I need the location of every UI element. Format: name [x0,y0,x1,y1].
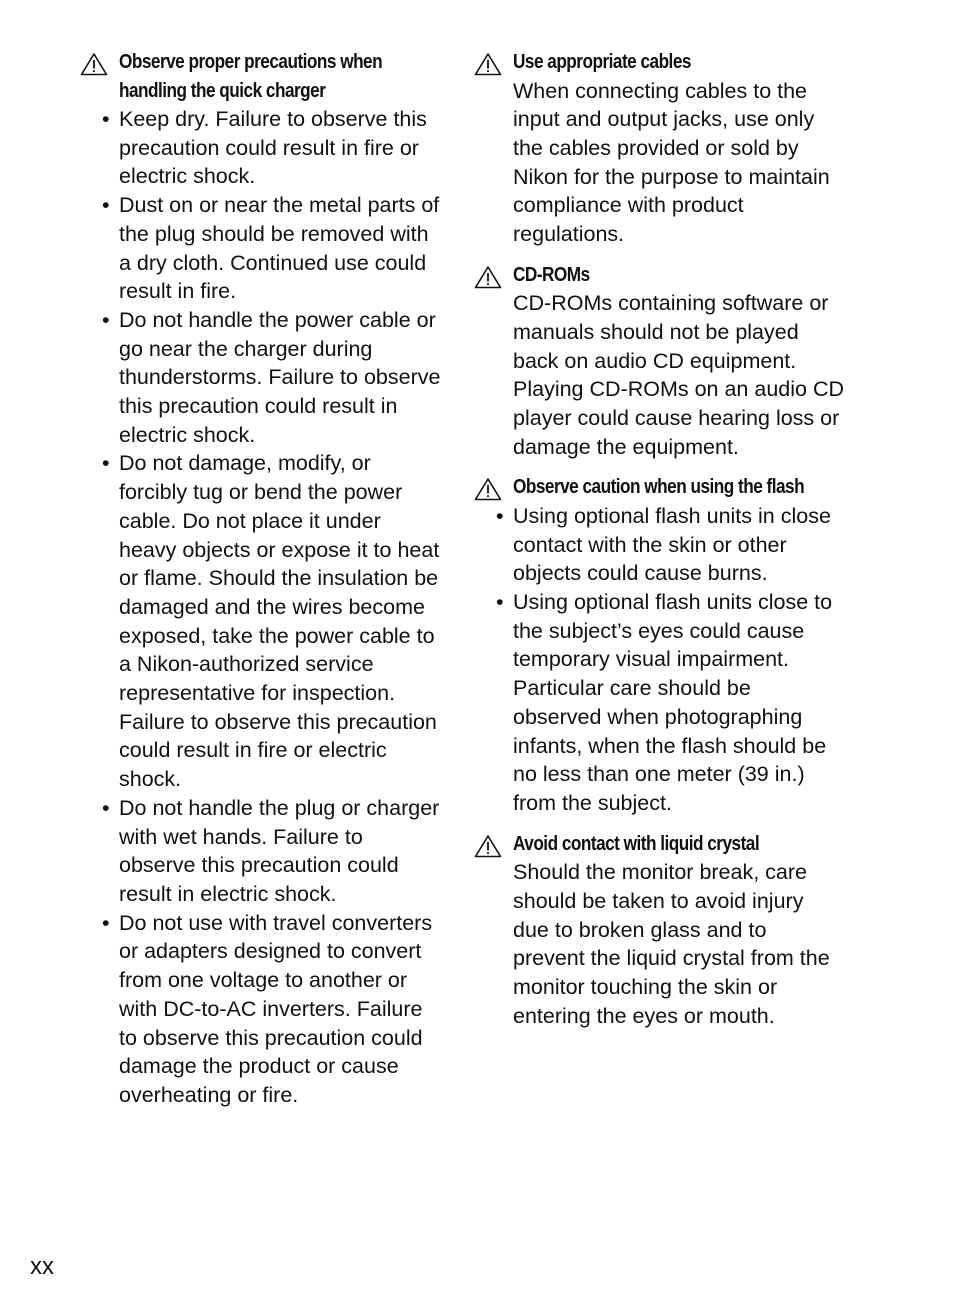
bullet: • [496,503,504,528]
flash-list [474,502,854,818]
quick-charger-heading [119,48,460,105]
list-item [102,306,460,450]
heading-line: Use appropriate cables [513,51,691,73]
cdroms-heading [513,261,854,290]
liquid-crystal-heading [513,830,854,859]
list-item-text: Keep dry. Failure to observe this precaution could result in fire or electric shock. [119,107,427,189]
list-item [496,588,854,818]
list-item [102,794,460,909]
heading-line: handling the quick charger [119,79,326,102]
heading-line: Observe proper precautions when [119,51,383,73]
list-item-text: Do not handle the power cable or go near the charger during thunderstorms. Failure to observe this precaution could result in electric shock. [119,307,441,447]
warning-triangle-icon [80,52,108,76]
heading-line: Avoid contact with liquid crystal [513,832,760,855]
list-item-text: Do not damage, modify, or forcibly tug or bend the power cable. Do not place it under heavy objects or expose it to heat or flame. Should the insulation be damaged and the wires become exposed, take the power cable to a Nikon-authorized service representative for inspection. Failure to observe this precaution could result in fire or electric shock. [119,451,440,792]
liquid-crystal-body: Should the monitor break, care should be taken to avoid injury due to broken glass and to prevent the liquid crystal from the monitor touching the skin or entering the eyes or mouth. [513,860,830,1028]
list-item-text: Do not handle the plug or charger with wet hands. Failure to observe this precaution could result in electric shock. [119,795,440,906]
quick-charger-section [80,48,460,1110]
warning-triangle-icon [474,477,502,501]
warning-triangle-icon [474,834,502,858]
cables-heading [513,48,854,77]
list-item [102,191,460,306]
bullet: • [102,910,110,935]
heading-line: CD-ROMs [513,263,590,286]
list-item-text: Using optional flash units in close contact with the skin or other objects could cause burns. [513,503,831,586]
list-item [496,502,854,588]
flash-heading [513,473,854,502]
cdroms-body: CD-ROMs containing software or manuals should not be played back on audio CD equipment. Playing CD-ROMs on an audio CD player could cause hearing loss or damage the equipment. [513,291,844,459]
left-column [80,48,460,1110]
bullet: • [102,795,110,820]
cables-section [474,48,854,249]
bullet: • [102,307,110,332]
list-item-text: Do not use with travel converters or adapters designed to convert from one voltage to another or with DC-to-AC inverters. Failure to observe this precaution could damage the product or cause overheating or fire. [119,910,433,1107]
list-item-text: Dust on or near the metal parts of the plug should be removed with a dry cloth. Continued use could result in fire. [119,193,440,304]
list-item [102,449,460,793]
bullet: • [496,590,504,615]
liquid-crystal-section [474,830,854,1031]
right-column [474,48,854,1042]
cables-body: When connecting cables to the input and output jacks, use only the cables provided or sold by Nikon for the purpose to maintain compliance with product regulations. [513,78,830,247]
page-number: xx [30,1253,54,1280]
flash-section [474,473,854,817]
bullet: • [102,451,110,476]
list-item-text: Using optional flash units close to the subject’s eyes could cause temporary visual impairment. Particular care should be observed when photographing infants, when the flash should be no less than one meter (39 in.) from the subject. [513,590,833,815]
bullet: • [102,107,110,131]
list-item [102,909,460,1110]
warning-triangle-icon [474,265,502,289]
warning-triangle-icon [474,52,502,76]
quick-charger-list [80,105,460,1110]
list-item [102,105,460,191]
heading-line: Observe caution when using the flash [513,476,805,499]
cdroms-section [474,261,854,462]
bullet: • [102,193,110,218]
